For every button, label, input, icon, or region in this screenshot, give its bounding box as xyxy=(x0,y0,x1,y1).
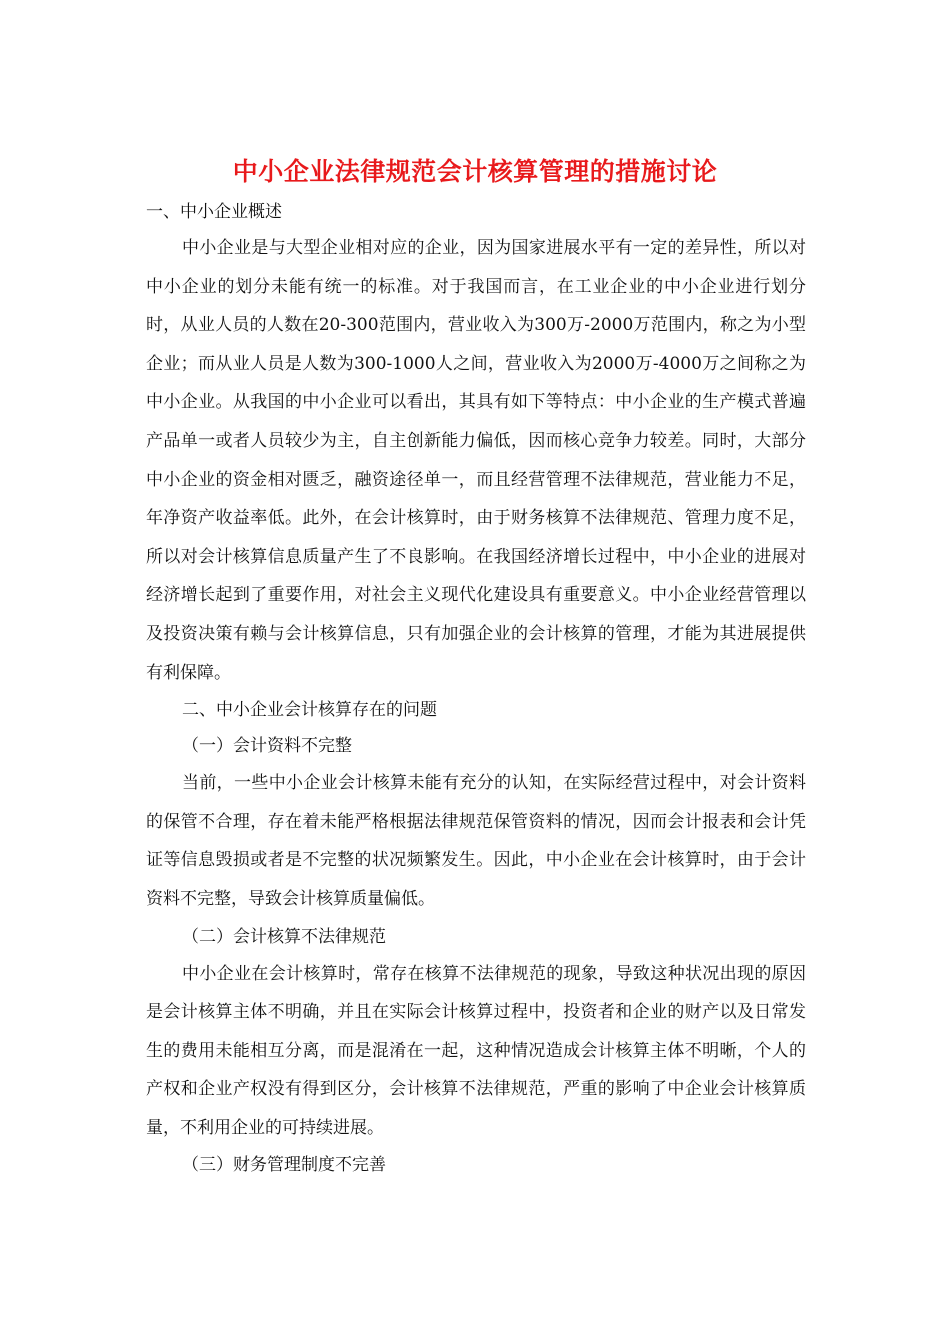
document-title: 中小企业法律规范会计核算管理的措施讨论 xyxy=(232,157,718,186)
section-heading-problems: 二、中小企业会计核算存在的问题 xyxy=(182,700,437,721)
paragraph-overview: 中小企业是与大型企业相对应的企业，因为国家进展水平有一定的差异性，所以对中小企业的划分未能有统一的标准。对于我国而言，在工业企业的中小企业进行划分时，从业人员的人数在20-300范围内，营业收入为300万-2000万范围内，称之为小型企业；而从业人员是人数为300-1000人之间，营业收入为2000万-4000万之间称之为中小企业。从我国的中小企业可以看出，其具有如下等特点：中小企业的生产模式普遍产品单一或者人员较少为主，自主创新能力偏低，因而核心竞争力较差。同时，大部分中小企业的资金相对匮乏，融资途径单一，而且经营管理不法律规范，营业能力不足，年净资产收益率低。此外，在会计核算时，由于财务核算不法律规范、管理力度不足，所以对会计核算信息质量产生了不良影响。在我国经济增长过程中，中小企业的进展对经济增长起到了重要作用，对社会主义现代化建设具有重要意义。中小企业经营管理以及投资决策有赖与会计核算信息，只有加强企业的会计核算的管理，才能为其进展提供有利保障。 xyxy=(146,238,806,683)
subsection-heading-nonstandard-accounting: （二）会计核算不法律规范 xyxy=(182,926,386,947)
subsection-heading-management-system: （三）财务管理制度不完善 xyxy=(182,1155,386,1176)
document-body xyxy=(146,195,806,1183)
subsection-heading-incomplete-records: （一）会计资料不完整 xyxy=(182,736,352,757)
paragraph-incomplete-records: 当前，一些中小企业会计核算未能有充分的认知，在实际经营过程中，对会计资料的保管不合理，存在着未能严格根据法律规范保管资料的情况，因而会计报表和会计凭证等信息毁损或者是不完整的状况频繁发生。因此，中小企业在会计核算时，由于会计资料不完整，导致会计核算质量偏低。 xyxy=(146,773,806,909)
paragraph-nonstandard-accounting: 中小企业在会计核算时，常存在核算不法律规范的现象，导致这种状况出现的原因是会计核算主体不明确，并且在实际会计核算过程中，投资者和企业的财产以及日常发生的费用未能相互分离，而是混淆在一起，这种情况造成会计核算主体不明晰，个人的产权和企业产权没有得到区分，会计核算不法律规范，严重的影响了中企业会计核算质量，不利用企业的可持续进展。 xyxy=(146,963,806,1138)
section-heading-overview: 一、中小企业概述 xyxy=(146,202,282,222)
